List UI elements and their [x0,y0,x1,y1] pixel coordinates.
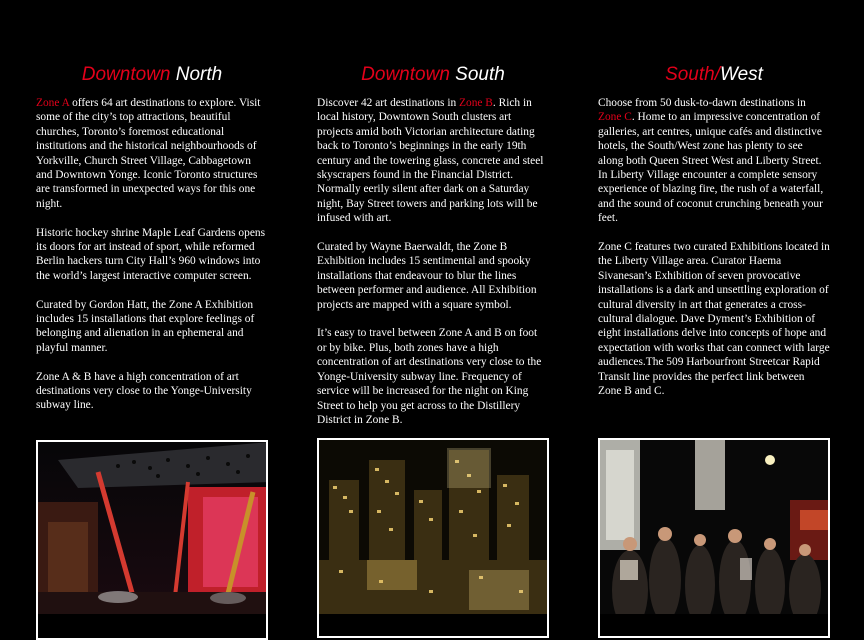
heading-red-part: Downtown [81,64,176,85]
paragraph [36,96,268,211]
paragraph-text: . Rich in local history, Downtown South clusters art projects amid both Victorian architecture dating back to Toronto’s beginnings in the early 19th century and the towering glass, concrete and steel skyscrapers found in the Financial District. Normally eerily silent after dark on a Saturday night, Bay Street towers and parking lots will be infused with art. [317,97,544,225]
paragraph [317,96,549,226]
zone-label: Zone C [598,111,632,124]
body-text [36,96,268,427]
paragraph [317,326,549,427]
heading-red-part: Downtown [361,64,456,85]
paragraph-text: Curated by Wayne Baerwaldt, the Zone B Exhibition includes 15 sentimental and spooky installations that endeavour to blur the lines between performer and audience. All Exhibition projects are mapped with a square symbol. [317,241,537,311]
heading-red-part: South/ [665,64,720,85]
paragraph-text: . Home to an impressive concentration of galleries, art centres, unique cafés and distinctive hotels, the South/West zone has plenty to see along both Queen Street West and Liberty Street. In Liberty Village encounter a complete sensory experience of blazing fire, the rush of a waterfall, and the sound of coconut crunching beneath your feet. [598,111,824,225]
heading-downtown-south [317,63,549,87]
zone-label: Zone B [459,97,493,109]
paragraph [317,240,549,312]
paragraph [598,96,830,226]
paragraph-text: Discover 42 art destinations in [317,97,460,109]
photo-city-skyline-night [317,438,549,638]
paragraph-text: Zone C features two curated Exhibitions located in the Liberty Village area. Curator Haema Sivanesan’s Exhibition of seven provocative installations is a dark and unsettling exploration of cultural diversity in art that generates a cross-cultural dialogue. Dave Dyment’s Exhibition of eight installations delve into concepts of hope and expectation with works that can connect with large audiences.The 509 Harbourfront Streetcar Rapid Transit line provides the perfect link between Zone B and C. [598,241,830,398]
paragraph [36,226,268,284]
photo-ocad-building [36,440,268,640]
paragraph-text: offers 64 art destinations to explore. Visit some of the city’s top attractions, beautiful churches, Toronto’s foremost educational institutions and the historical neighbourhoods of Yorkville, Church Street Village, Cabbagetown and Downtown Yonge. Iconic Toronto structures are transformed in unexpected ways for this one night. [36,97,261,210]
paragraph-text: Zone A & B have a high concentration of art destinations very close to the Yonge-University subway line. [36,370,252,412]
paragraph [36,370,268,413]
heading-white-part: West [720,64,763,85]
paragraph-text: It’s easy to travel between Zone A and B on foot or by bike. Plus, both zones have a high concentration of art destinations very close to the Yonge-University subway line. Frequency of service will be increased for the night on King Street to help you get across to the Distillery District in Zone B. [317,327,542,426]
photo-crowd-street-night [598,438,830,638]
paragraph-text: Choose from 50 dusk-to-dawn destinations in [598,97,806,109]
body-text [317,96,549,442]
body-text [598,96,830,413]
heading-downtown-north [36,63,268,87]
heading-white-part: North [175,64,223,85]
heading-white-part: South [455,64,505,85]
paragraph-text: Historic hockey shrine Maple Leaf Gardens opens its doors for art instead of sport, while reformed Berlin hackers turn City Hall’s 960 windows into the world’s largest interactive computer screen. [36,226,266,282]
paragraph-text: Curated by Gordon Hatt, the Zone A Exhibition includes 15 installations that explore feelings of belonging and alienation in an ephemeral and playful manner. [36,298,255,354]
heading-south-west [598,63,830,87]
zone-label: Zone A [36,97,70,109]
paragraph [598,240,830,398]
paragraph [36,298,268,356]
